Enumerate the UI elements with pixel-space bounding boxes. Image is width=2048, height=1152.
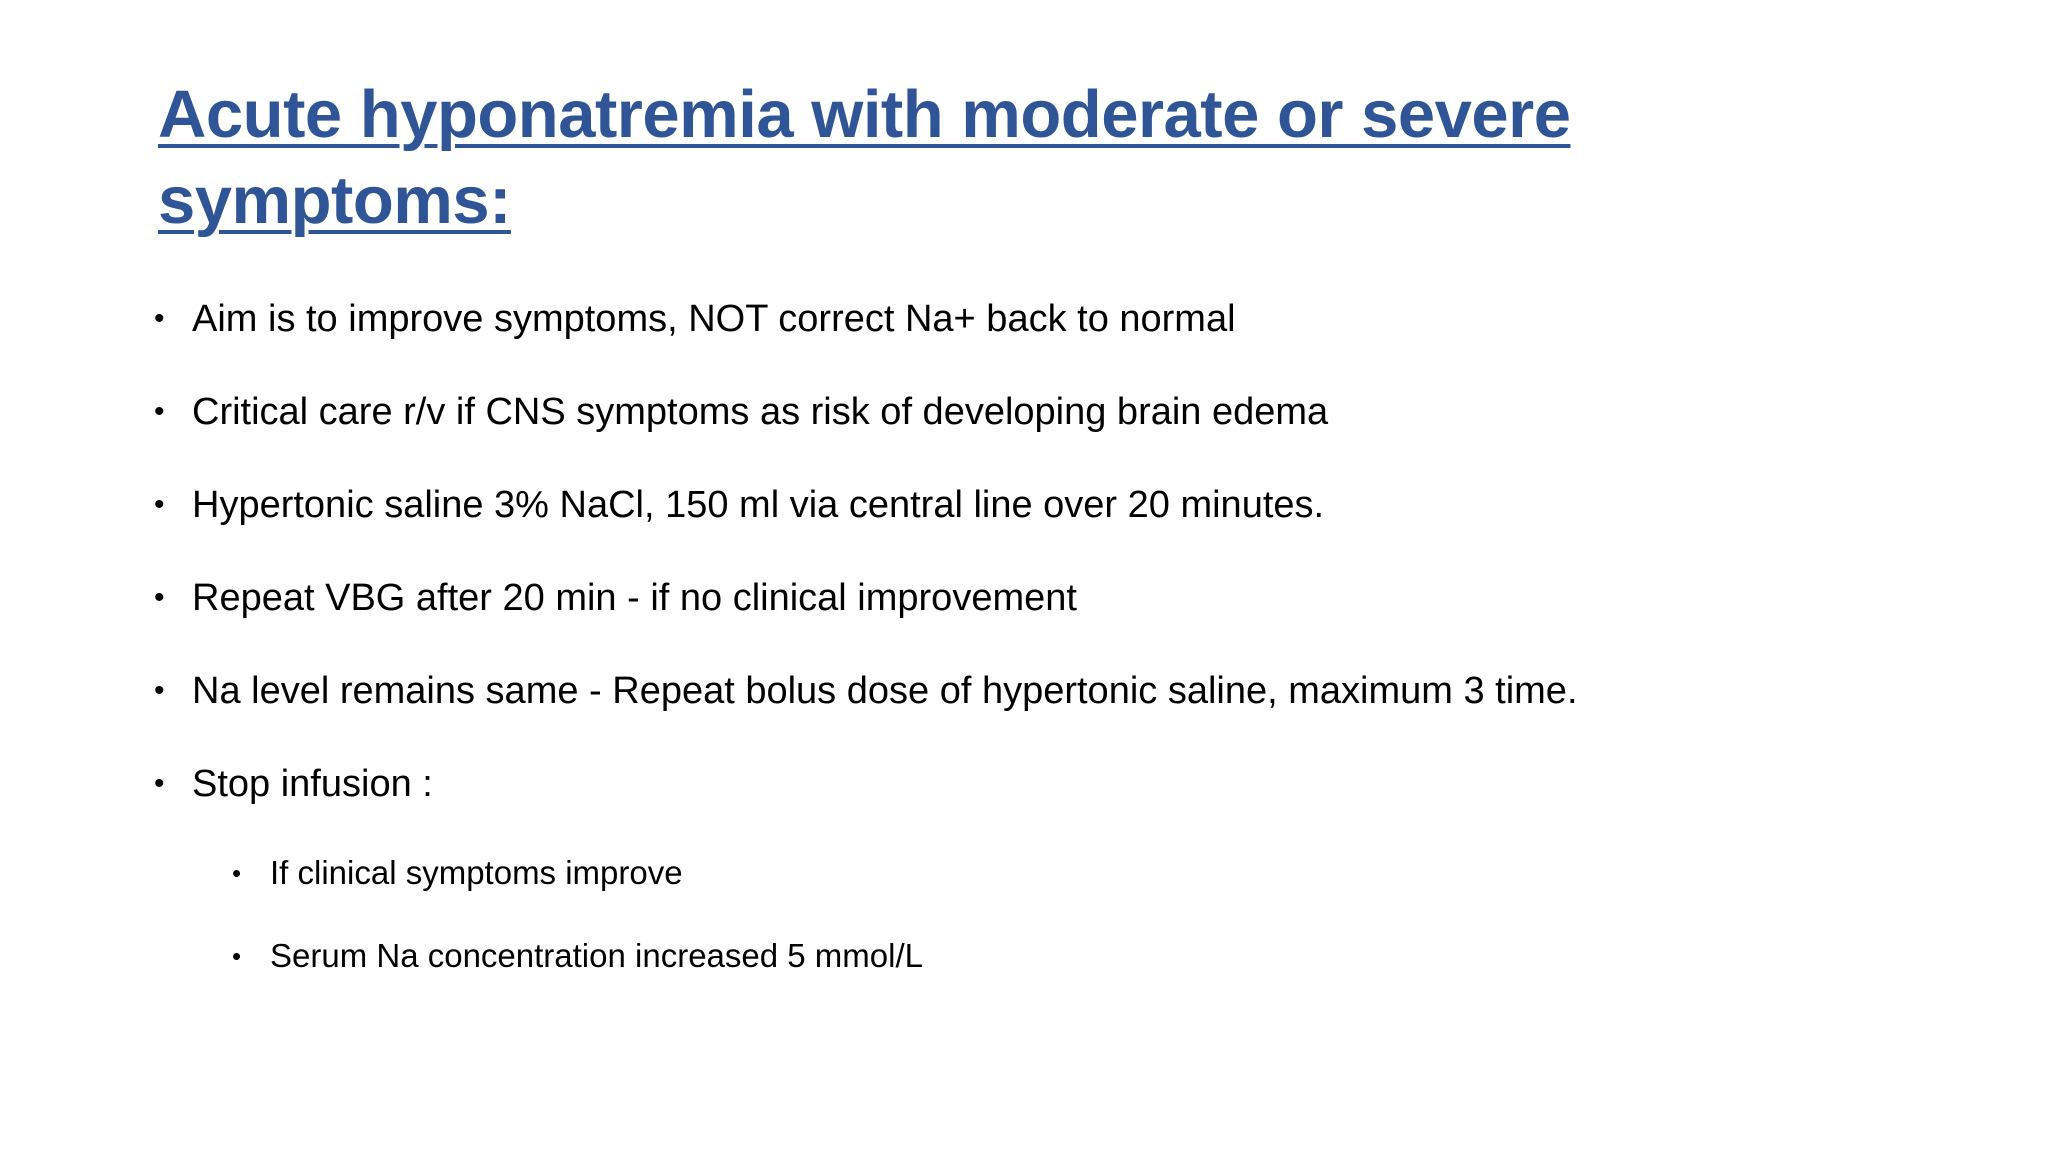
bullet-text: Repeat VBG after 20 min - if no clinical improvement <box>192 577 1077 619</box>
bullet-dot-icon: • <box>232 858 242 888</box>
bullet-item <box>150 667 1930 715</box>
sub-bullet-item <box>228 935 1928 977</box>
sub-bullet-text: Serum Na concentration increased 5 mmol/L <box>270 937 923 974</box>
bullet-dot-icon: • <box>154 581 165 614</box>
bullet-item <box>150 388 1930 436</box>
bullet-dot-icon: • <box>154 395 165 428</box>
bullet-item <box>150 295 1930 343</box>
bullet-text: Stop infusion : <box>192 763 433 805</box>
bullet-text: Critical care r/v if CNS symptoms as risk of developing brain edema <box>192 391 1329 433</box>
bullet-text: Aim is to improve symptoms, NOT correct Na+ back to normal <box>192 298 1236 340</box>
sub-bullet-text: If clinical symptoms improve <box>270 854 683 891</box>
slide-title: Acute hyponatremia with moderate or severe symptoms: <box>158 77 1571 238</box>
sub-bullet-item <box>228 852 1928 894</box>
bullet-text: Hypertonic saline 3% NaCl, 150 ml via central line over 20 minutes. <box>192 484 1325 526</box>
bullet-dot-icon: • <box>154 302 165 335</box>
bullet-item <box>150 481 1930 529</box>
bullet-dot-icon: • <box>154 767 165 800</box>
sub-bullet-list <box>228 852 1928 1018</box>
bullet-list <box>150 295 1930 853</box>
bullet-dot-icon: • <box>154 674 165 707</box>
bullet-dot-icon: • <box>232 941 242 971</box>
bullet-item <box>150 574 1930 622</box>
bullet-text: Na level remains same - Repeat bolus dose of hypertonic saline, maximum 3 time. <box>192 670 1578 712</box>
bullet-dot-icon: • <box>154 488 165 521</box>
bullet-item <box>150 760 1930 808</box>
